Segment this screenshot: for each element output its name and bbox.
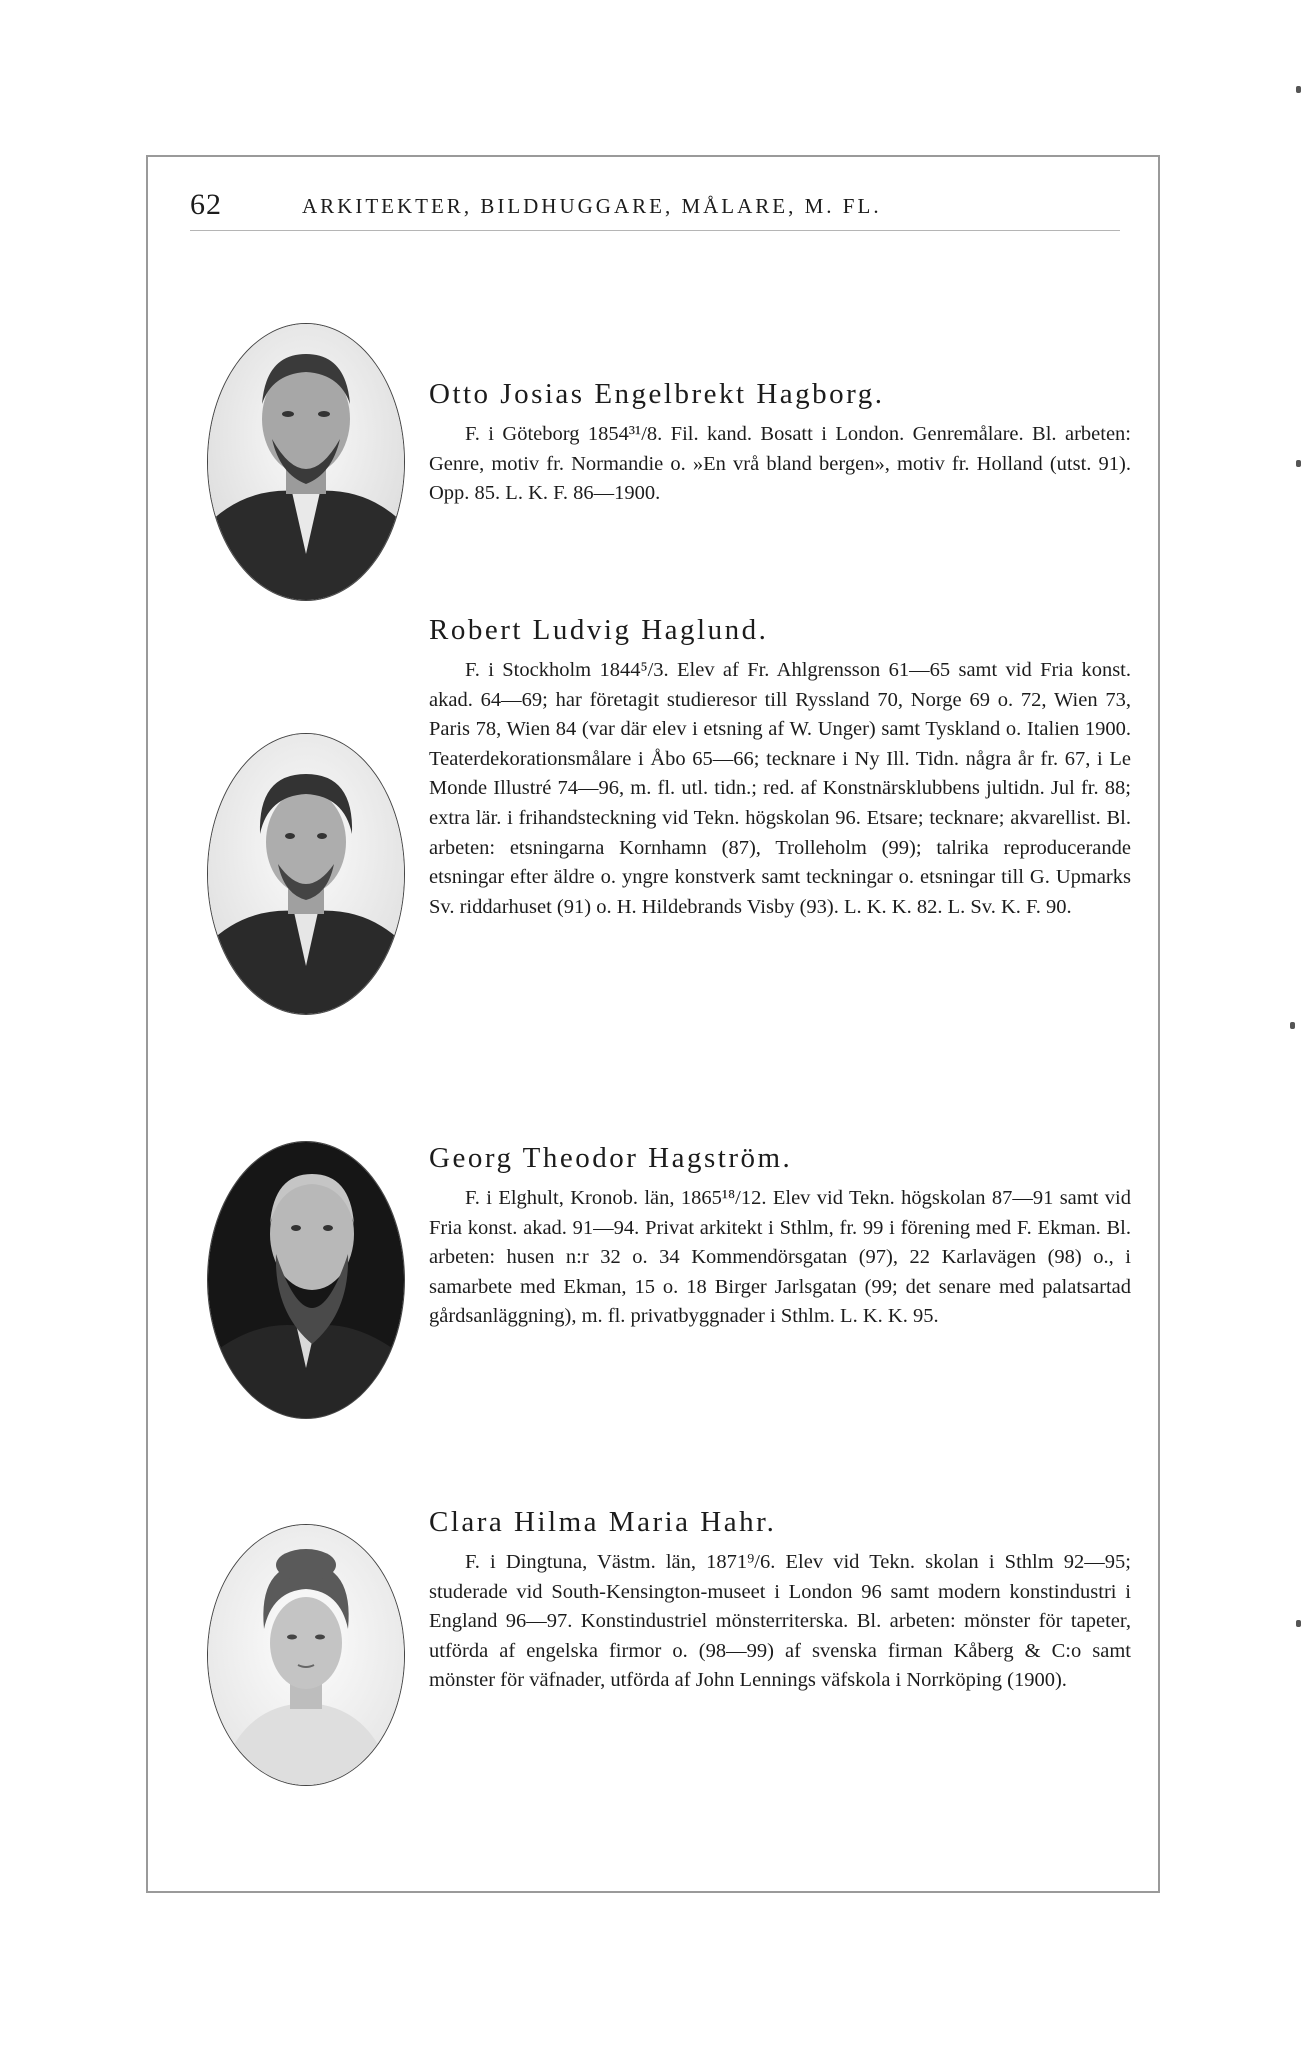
entry-text: F. i Stockholm 1844⁵/3. Elev af Fr. Ahlgrensson 61—65 samt vid Fria konst. akad. 64—69; har företagit studieresor till Ryssland 70, Norge 69 o. 72, Wien 73, Paris 78, Wien 84 (var där elev i etsning af W. Unger) samt Tyskland o. Italien 1900. Teaterdekorationsmålare i Åbo 65—66; tecknare i Ny Ill. Tidn. några år fr. 67, i Le Monde Illustré 74—96, m. fl. utl. tidn.; red. af Konstnärsklubbens jultidn. Jul fr. 88; extra lär. i frihandsteckning vid Tekn. högskolan 96. Etsare; tecknare; akvarellist. Bl. arbeten: etsningarna Kornhamn (87), Trolleholm (99); talrika reproducerande etsningar efter äldre o. yngre konstverk samt teckningar o. etsningar till G. Upmarks Sv. riddarhuset (91) o. H. Hildebrands Visby (93). L. K. K. 82. L. Sv. K. F. 90. [429,659,1131,918]
entry-text: F. i Göteborg 1854³¹/8. Fil. kand. Bosatt i London. Genremålare. Bl. arbeten: Genre, motiv fr. Normandie o. »En vrå bland bergen», motiv fr. Holland (utst. 91). Opp. 85. L. K. F. 86—1900. [429,423,1131,505]
scan-speck [1296,460,1301,467]
running-title: ARKITEKTER, BILDHUGGARE, MÅLARE, M. FL. [302,194,882,218]
entry-name: Robert Ludvig Haglund. [429,614,769,646]
portrait-haglund [207,733,405,1015]
bio-haglund [429,610,1131,922]
entry-text: F. i Dingtuna, Västm. län, 1871⁹/6. Elev vid Tekn. skolan i Sthlm 92—95; studerade vid South-Kensington-museet i London 96 samt modern konstindustri i England 96—97. Konstindustriel mönsterriterska. Bl. arbeten: mönster för tapeter, utförda af engelska firmor o. (98—99) af svenska firman Kåberg & C:o samt mönster för väfnader, utförda af John Lennings väfskola i Norrköping (1900). [429,1551,1131,1692]
entry-hagborg [207,320,1132,610]
scan-speck [1290,1022,1295,1029]
bio-hagstrom [429,1138,1131,1332]
portrait-hagstrom-image [208,1142,404,1418]
portrait-haglund-image [208,734,404,1014]
portrait-hahr [207,1524,405,1786]
portrait-hagborg-image [208,324,404,600]
entry-name: Georg Theodor Hagström. [429,1142,793,1174]
bio-hagborg [429,374,1131,509]
scan-speck [1296,86,1301,93]
running-head [190,186,1120,231]
portrait-hahr-image [208,1525,404,1785]
portrait-hagstrom [207,1141,405,1419]
scan-speck [1296,1620,1301,1627]
entry-name: Clara Hilma Maria Hahr. [429,1506,777,1538]
entry-hahr [207,1502,1132,1822]
portrait-hagborg [207,323,405,601]
entry-name: Otto Josias Engelbrekt Hagborg. [429,378,885,410]
entry-text: F. i Elghult, Kronob. län, 1865¹⁸/12. Elev vid Tekn. högskolan 87—91 samt vid Fria konst. akad. 91—94. Privat arkitekt i Sthlm, fr. 99 i förening med F. Ekman. Bl. arbeten: husen n:r 32 o. 34 Kommendörsgatan (97), 22 Karlavägen (98) o., i samarbete med Ekman, 15 o. 18 Birger Jarlsgatan (99; det senare med palatsartad gårdsanläggning), m. fl. privatbyggnader i Sthlm. L. K. K. 95. [429,1187,1131,1328]
entry-hagstrom [207,1138,1132,1458]
page-number: 62 [190,188,222,221]
entry-haglund [207,610,1132,1100]
bio-hahr [429,1502,1131,1696]
